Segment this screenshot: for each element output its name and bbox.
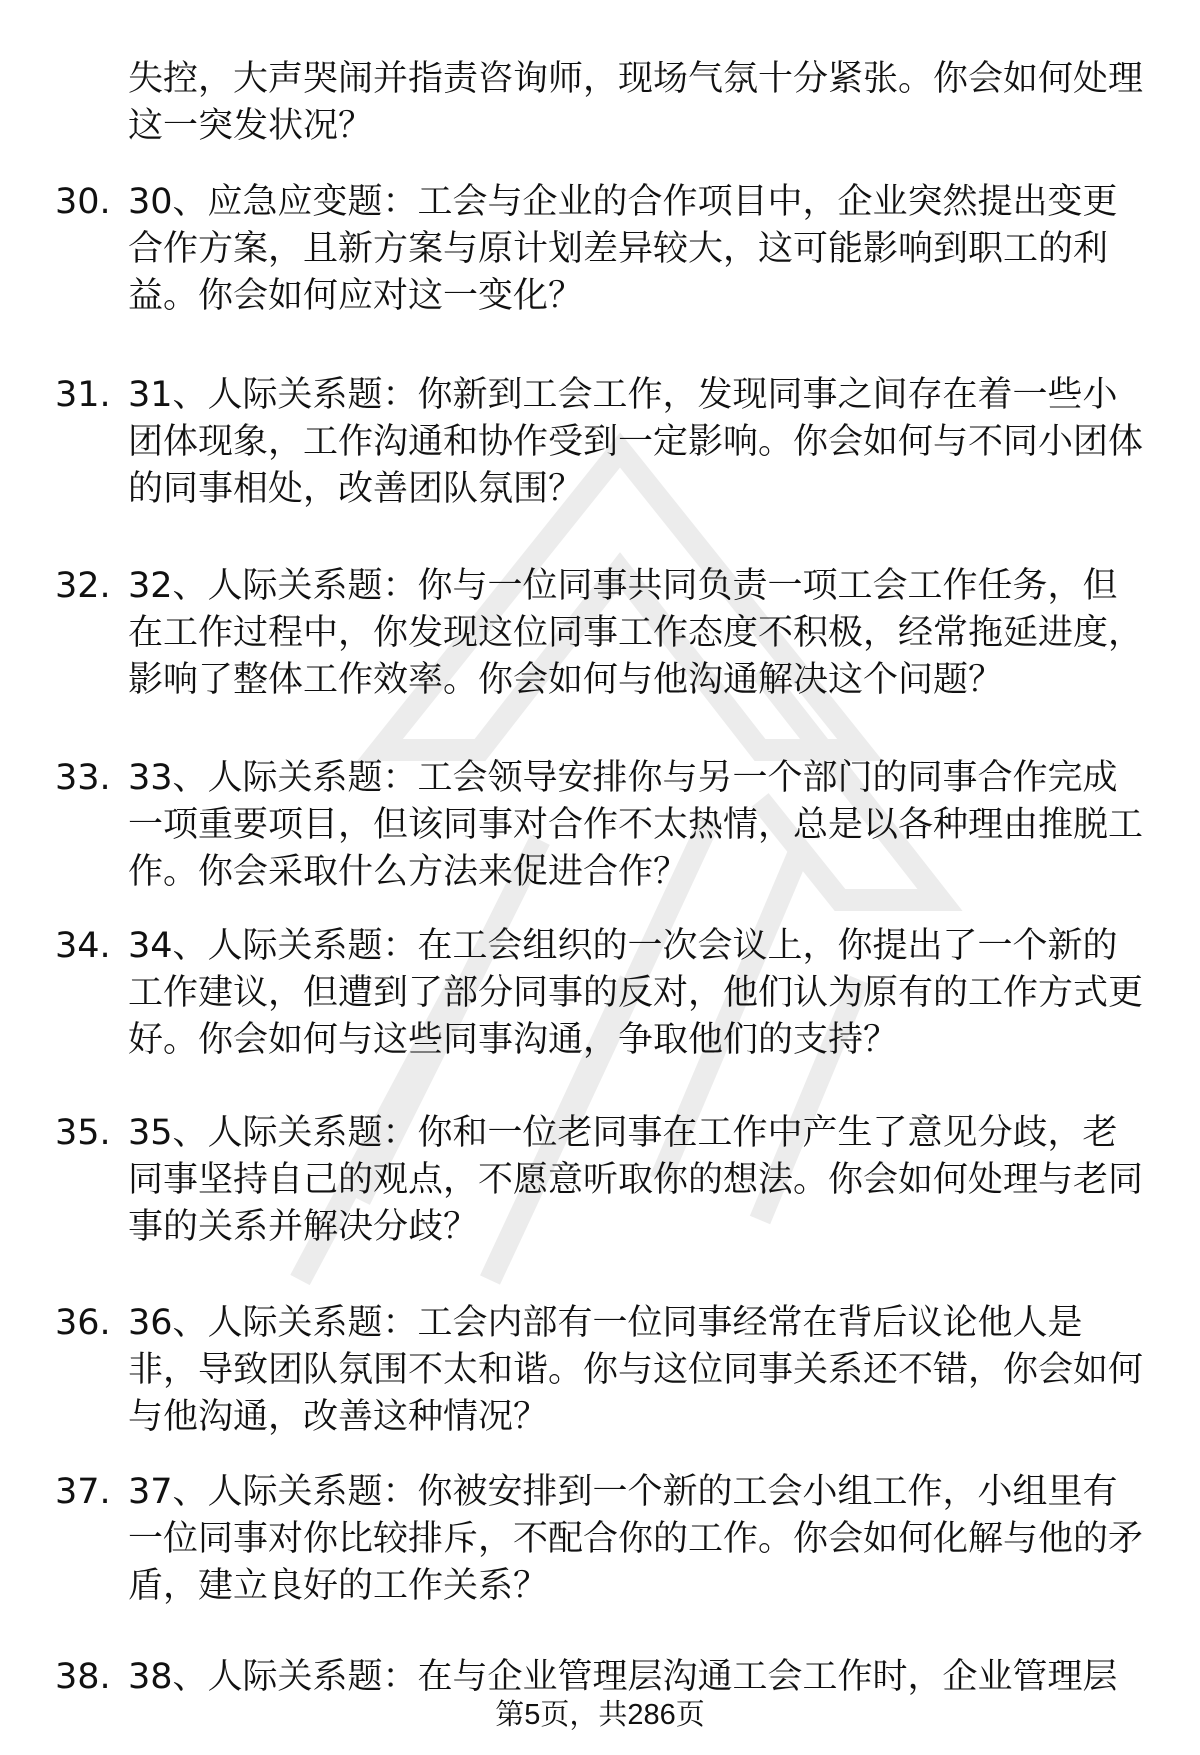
- item-text: 38、人际关系题：在与企业管理层沟通工会工作时，企业管理层: [128, 1657, 1118, 1697]
- item-number: 33.: [55, 758, 111, 798]
- item-text: 37、人际关系题：你被安排到一个新的工会小组工作，小组里有一位同事对你比较排斥，不配合你的工作。你会如何化解与他的矛盾，建立良好的工作关系？: [128, 1472, 1144, 1606]
- list-item: [55, 1469, 1155, 1610]
- item-text: 30、应急应变题：工会与企业的合作项目中，企业突然提出变更合作方案，且新方案与原计划差异较大，这可能影响到职工的利益。你会如何应对这一变化？: [128, 182, 1118, 316]
- item-number: 35.: [55, 1113, 111, 1153]
- list-item: [55, 563, 1155, 704]
- item-number: 32.: [55, 566, 111, 606]
- item-text: 32、人际关系题：你与一位同事共同负责一项工会工作任务，但在工作过程中，你发现这位同事工作态度不积极，经常拖延进度，影响了整体工作效率。你会如何与他沟通解决这个问题？: [128, 566, 1144, 700]
- list-item: [55, 179, 1155, 320]
- item-number: 34.: [55, 926, 111, 966]
- list-item: [55, 1654, 1155, 1701]
- continuation-text: 失控，大声哭闹并指责咨询师，现场气氛十分紧张。你会如何处理这一突发状况？: [128, 59, 1144, 146]
- page-footer: 第5页，共286页: [495, 1699, 705, 1731]
- list-item: [55, 923, 1155, 1064]
- item-text: 36、人际关系题：工会内部有一位同事经常在背后议论他人是非，导致团队氛围不太和谐。你与这位同事关系还不错，你会如何与他沟通，改善这种情况？: [128, 1303, 1144, 1437]
- item-number: 30.: [55, 182, 111, 222]
- item-number: 38.: [55, 1657, 111, 1697]
- item-text: 31、人际关系题：你新到工会工作，发现同事之间存在着一些小团体现象，工作沟通和协作受到一定影响。你会如何与不同小团体的同事相处，改善团队氛围？: [128, 375, 1144, 509]
- list-item: [55, 1110, 1155, 1251]
- item-text: 35、人际关系题：你和一位老同事在工作中产生了意见分歧，老同事坚持自己的观点，不愿意听取你的想法。你会如何处理与老同事的关系并解决分歧？: [128, 1113, 1144, 1247]
- item-text: 34、人际关系题：在工会组织的一次会议上，你提出了一个新的工作建议，但遭到了部分同事的反对，他们认为原有的工作方式更好。你会如何与这些同事沟通，争取他们的支持？: [128, 926, 1144, 1060]
- list-item: [55, 755, 1155, 896]
- item-text: 33、人际关系题：工会领导安排你与另一个部门的同事合作完成一项重要项目，但该同事对合作不太热情，总是以各种理由推脱工作。你会采取什么方法来促进合作？: [128, 758, 1144, 892]
- list-item: [55, 1300, 1155, 1441]
- item-number: 36.: [55, 1303, 111, 1343]
- item-number: 37.: [55, 1472, 111, 1512]
- item-number: 31.: [55, 375, 111, 415]
- list-item: [55, 372, 1155, 513]
